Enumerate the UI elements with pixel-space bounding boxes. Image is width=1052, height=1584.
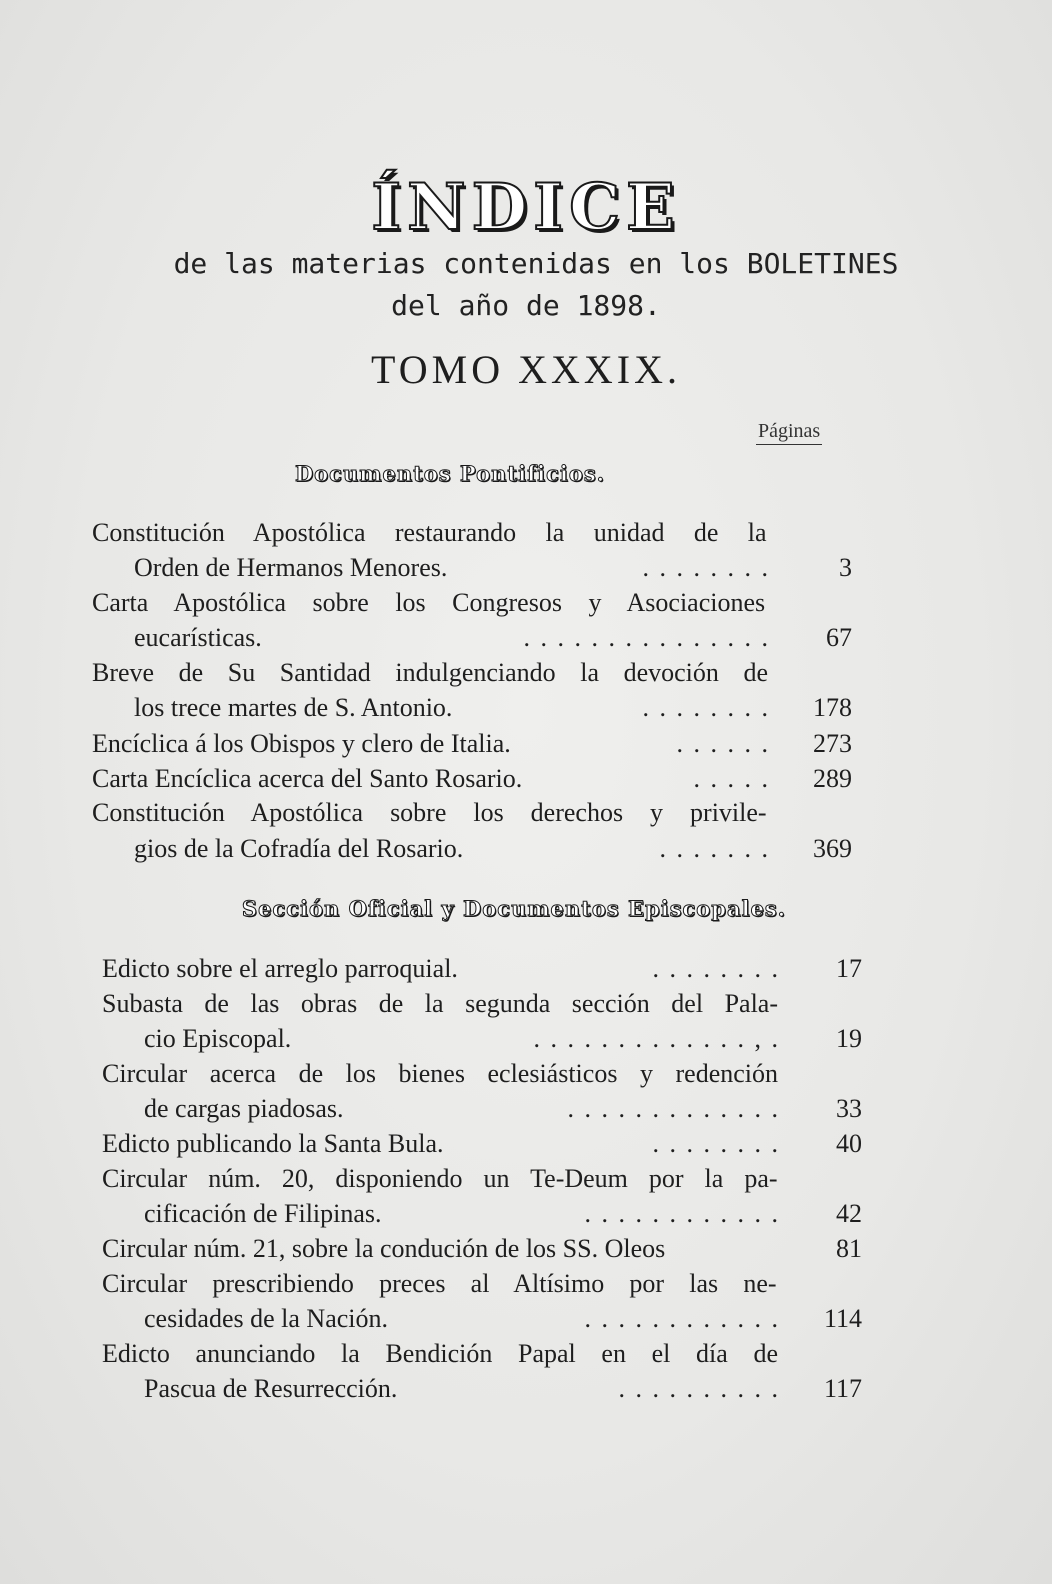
page-number: 17 [836,954,862,983]
page-number: 33 [836,1094,862,1123]
dot-leader: . . . . . . [676,731,768,757]
dot-leader: . . . . . . . . [642,555,768,581]
dot-leader: . . . . . . . . [652,1131,778,1157]
entry-text-line: Constitución Apostólica sobre los derechos y privile- [92,798,767,827]
page-number: 19 [836,1024,862,1053]
entry-text-line: cio Episcopal. [144,1024,292,1053]
entry-text-line: los trece martes de S. Antonio. [134,693,453,722]
dot-leader: . . . . . [693,766,768,792]
entry-text-line: cesidades de la Nación. [144,1304,389,1333]
page-number: 114 [823,1304,862,1333]
page-number: 67 [826,623,852,652]
dot-leader: . . . . . . . . [642,695,768,721]
entry-text-line: Edicto publicando la Santa Bula. [102,1129,444,1158]
entry-text-line: Circular núm. 20, disponiendo un Te-Deum por la pa- [102,1164,778,1193]
dot-leader: . . . . . . . [659,836,768,862]
entry-text-line: Constitución Apostólica restaurando la unidad de la [92,518,767,547]
index-title: ÍNDICE [371,170,681,245]
entry-text-line: Carta Apostólica sobre los Congresos y Asociaciones [92,588,766,617]
page-number: 42 [836,1199,862,1228]
page-number: 3 [839,553,852,582]
entry-text-line: Edicto sobre el arreglo parroquial. [102,954,458,983]
section-heading-oficial: Sección Oficial y Documentos Episcopales. [241,896,787,921]
volume-label: TOMO XXXIX. [371,347,681,392]
entry-text-line: Circular acerca de los bienes eclesiásticos y redención [102,1059,778,1088]
entry-text-line: Breve de Su Santidad indulgenciando la devoción de [92,658,768,687]
subtitle-line-1: de las materias contenidas en los BOLETINES [173,247,899,280]
entry-text-line: Pascua de Resurrección. [144,1374,398,1403]
dot-leader: . . . . . . . . . . . . [584,1306,778,1332]
page-number: 289 [813,764,852,793]
entry-text-line: cificación de Filipinas. [144,1199,382,1228]
subtitle-line-2: del año de 1898. [391,289,661,322]
entry-text-line: de cargas piadosas. [144,1094,344,1123]
entry-text-line: Encíclica á los Obispos y clero de Italia. [92,729,511,758]
page-number: 117 [823,1374,862,1403]
page-number: 178 [813,693,852,722]
pages-column-label: Páginas [756,420,822,445]
entry-text-line: Edicto anunciando la Bendición Papal en el día de [102,1339,778,1368]
entry-text-line: Carta Encíclica acerca del Santo Rosario. [92,764,523,793]
dot-leader: . . . . . . . . . . [618,1376,778,1402]
section-heading-pontificios: Documentos Pontificios. [294,461,606,486]
entry-text-line: Circular núm. 21, sobre la condución de los SS. Oleos [102,1234,666,1263]
entry-text-line: eucarísticas. [134,623,262,652]
dot-leader: . . . . . . . . . . . . [584,1201,778,1227]
entry-text-line: gios de la Cofradía del Rosario. [134,834,464,863]
entry-text-line: Orden de Hermanos Menores. [134,553,448,582]
entry-text-line: Circular prescribiendo preces al Altísimo por las ne- [102,1269,777,1298]
dot-leader: . . . . . . . . [652,956,778,982]
page-number: 81 [836,1234,862,1263]
entry-text-line: Subasta de las obras de la segunda sección del Pala- [102,989,778,1018]
dot-leader: . . . . . . . . . . . . . , . [533,1026,778,1052]
page-number: 273 [813,729,852,758]
page-number: 369 [813,834,852,863]
page-number: 40 [836,1129,862,1158]
dot-leader: . . . . . . . . . . . . . . . [523,625,768,651]
dot-leader: . . . . . . . . . . . . . [567,1096,778,1122]
